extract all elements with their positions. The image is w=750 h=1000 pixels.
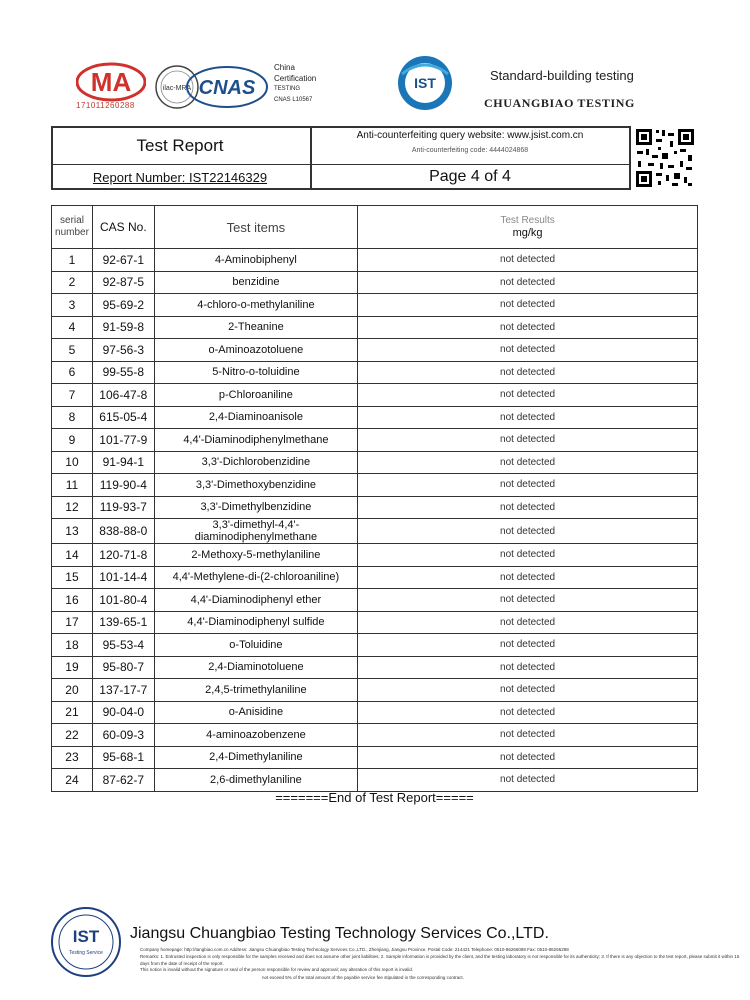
serial-cell: 5	[52, 339, 93, 362]
result-cell: not detected	[358, 294, 698, 317]
test-item-cell: 4,4'-Diaminodiphenylmethane	[154, 429, 357, 452]
cas-cell: 120-71-8	[92, 544, 154, 567]
table-row	[52, 589, 698, 612]
result-cell: not detected	[358, 544, 698, 567]
cma-text: MA	[90, 67, 132, 97]
footer-ist-seal-logo	[50, 906, 122, 978]
cnas-certification: Certification	[274, 74, 317, 83]
result-cell: not detected	[358, 451, 698, 474]
end-of-report: =======End of Test Report=====	[275, 790, 474, 805]
serial-cell: 2	[52, 271, 93, 294]
cas-cell: 91-59-8	[92, 316, 154, 339]
serial-cell: 12	[52, 496, 93, 519]
serial-cell: 11	[52, 474, 93, 497]
cas-cell: 90-04-0	[92, 701, 154, 724]
col-serial-header: serial number	[52, 206, 93, 249]
serial-cell: 17	[52, 611, 93, 634]
serial-cell: 6	[52, 361, 93, 384]
page-indicator: Page 4 of 4	[429, 168, 511, 185]
test-item-cell: 2,6-dimethylaniline	[154, 769, 357, 792]
cas-cell: 139-65-1	[92, 611, 154, 634]
test-item-cell: 3,3'-Dimethylbenzidine	[154, 496, 357, 519]
footer-remarks: Remarks: 1. Entrusted inspection is only responsible for the samples received and does not assume other joint liabilities; 2. Sample information is provided by the client, and the testing laboratory is not responsible for its authenticity; 3. If there is any objection to the test report, please submit it within 15 days from the date of receipt of the report.	[140, 954, 740, 966]
result-cell: not detected	[358, 611, 698, 634]
cas-cell: 119-90-4	[92, 474, 154, 497]
cas-cell: 838-88-0	[92, 519, 154, 544]
test-item-cell: 4-aminoazobenzene	[154, 724, 357, 747]
table-row	[52, 679, 698, 702]
serial-cell: 9	[52, 429, 93, 452]
serial-cell: 16	[52, 589, 93, 612]
table-row	[52, 429, 698, 452]
brand-line2: CHUANGBIAO TESTING	[484, 96, 635, 110]
result-cell: not detected	[358, 406, 698, 429]
test-item-cell: p-Chloroaniline	[154, 384, 357, 407]
footer-notice-2: not exceed 5% of the total amount of the payable service fee stipulated in the corresponding contract.	[262, 975, 464, 980]
serial-cell: 24	[52, 769, 93, 792]
result-cell: not detected	[358, 679, 698, 702]
footer-address-line: Company homepage: http://tangbiao.com.cn Address: Jiangsu Chuangbiao Testing Technology Services Co.,LTD., Zhenjiang, Jiangsu Province. Postal Code: 214421 Telephone: 0510-86266088 Fax: 0510-86266288	[140, 947, 569, 952]
test-item-cell: 5-Nitro-o-toluidine	[154, 361, 357, 384]
table-row	[52, 406, 698, 429]
result-cell: not detected	[358, 589, 698, 612]
cas-cell: 92-67-1	[92, 249, 154, 272]
ist-logo	[396, 54, 454, 112]
result-cell: not detected	[358, 566, 698, 589]
table-row	[52, 271, 698, 294]
serial-cell: 21	[52, 701, 93, 724]
cas-cell: 95-53-4	[92, 634, 154, 657]
serial-cell: 8	[52, 406, 93, 429]
table-row	[52, 294, 698, 317]
result-cell: not detected	[358, 316, 698, 339]
footer-notice: This notice is invalid without the signature or seal of the person responsible for review and approval; any alteration of this report is invalid.	[140, 967, 414, 972]
test-item-cell: 2,4-Dimethylaniline	[154, 746, 357, 769]
test-item-cell: 3,3'-Dimethoxybenzidine	[154, 474, 357, 497]
test-item-cell: o-Anisidine	[154, 701, 357, 724]
test-item-cell: 2,4,5-trimethylaniline	[154, 679, 357, 702]
cnas-text: CNAS	[198, 77, 256, 99]
cas-cell: 91-94-1	[92, 451, 154, 474]
cas-cell: 97-56-3	[92, 339, 154, 362]
ilac-text: ilac-MRA	[162, 85, 192, 92]
serial-cell: 22	[52, 724, 93, 747]
result-cell: not detected	[358, 249, 698, 272]
result-cell: not detected	[358, 474, 698, 497]
col-cas-header: CAS No.	[92, 206, 154, 249]
result-cell: not detected	[358, 634, 698, 657]
table-row	[52, 384, 698, 407]
test-item-cell: 4-chloro-o-methylaniline	[154, 294, 357, 317]
cas-cell: 95-69-2	[92, 294, 154, 317]
cas-cell: 119-93-7	[92, 496, 154, 519]
cas-cell: 95-80-7	[92, 656, 154, 679]
table-row	[52, 361, 698, 384]
cnas-caption	[274, 62, 316, 106]
table-row	[52, 769, 698, 792]
result-cell: not detected	[358, 519, 698, 544]
serial-cell: 15	[52, 566, 93, 589]
result-header-label: Test Results	[500, 215, 555, 226]
results-table	[51, 205, 698, 792]
cas-cell: 101-80-4	[92, 589, 154, 612]
cma-number: 171011260288	[76, 101, 135, 110]
brand-line1: Standard-building testing	[490, 68, 634, 83]
test-item-cell: 4-Aminobiphenyl	[154, 249, 357, 272]
result-cell: not detected	[358, 701, 698, 724]
test-item-cell: 3,3'-Dichlorobenzidine	[154, 451, 357, 474]
anti-counterfeit-code: Anti-counterfeiting code: 4444024868	[411, 147, 529, 154]
result-cell: not detected	[358, 769, 698, 792]
test-item-cell: 3,3'-dimethyl-4,4'-diaminodiphenylmethane	[154, 519, 357, 544]
table-row	[52, 316, 698, 339]
result-cell: not detected	[358, 271, 698, 294]
test-item-cell: benzidine	[154, 271, 357, 294]
table-row	[52, 656, 698, 679]
serial-cell: 7	[52, 384, 93, 407]
serial-cell: 20	[52, 679, 93, 702]
result-cell: not detected	[358, 746, 698, 769]
test-item-cell: 2-Methoxy-5-methylaniline	[154, 544, 357, 567]
table-header-row	[52, 206, 698, 249]
test-item-cell: 2,4-Diaminotoluene	[154, 656, 357, 679]
table-row	[52, 496, 698, 519]
serial-cell: 13	[52, 519, 93, 544]
cas-cell: 137-17-7	[92, 679, 154, 702]
table-row	[52, 451, 698, 474]
test-item-cell: o-Toluidine	[154, 634, 357, 657]
cnas-china: China	[274, 63, 295, 72]
footer-logo-sub: Testing Service	[69, 950, 103, 956]
serial-cell: 23	[52, 746, 93, 769]
ist-logo-text: IST	[414, 75, 436, 91]
result-cell: not detected	[358, 429, 698, 452]
test-item-cell: 4,4'-Methylene-di-(2-chloroaniline)	[154, 566, 357, 589]
cas-cell: 87-62-7	[92, 769, 154, 792]
serial-cell: 1	[52, 249, 93, 272]
serial-cell: 14	[52, 544, 93, 567]
qr-code-icon	[634, 127, 696, 189]
col-item-header: Test items	[154, 206, 357, 249]
col-result-header	[358, 206, 698, 249]
result-cell: not detected	[358, 361, 698, 384]
table-row	[52, 724, 698, 747]
serial-cell: 18	[52, 634, 93, 657]
footer-company-name: Jiangsu Chuangbiao Testing Technology Services Co.,LTD.	[130, 925, 549, 942]
table-row	[52, 339, 698, 362]
anti-counterfeit-website: Anti-counterfeiting query website: www.jsist.com.cn	[356, 130, 584, 141]
report-title: Test Report	[136, 136, 224, 155]
table-row	[52, 249, 698, 272]
serial-cell: 10	[52, 451, 93, 474]
table-row	[52, 519, 698, 544]
cas-cell: 106-47-8	[92, 384, 154, 407]
serial-cell: 3	[52, 294, 93, 317]
table-row	[52, 611, 698, 634]
result-cell: not detected	[358, 339, 698, 362]
cnas-testing: TESTING	[274, 86, 301, 92]
cas-cell: 101-77-9	[92, 429, 154, 452]
test-item-cell: 2,4-Diaminoanisole	[154, 406, 357, 429]
table-row	[52, 474, 698, 497]
result-cell: not detected	[358, 384, 698, 407]
cnas-logo	[184, 64, 270, 110]
cas-cell: 101-14-4	[92, 566, 154, 589]
test-item-cell: o-Aminoazotoluene	[154, 339, 357, 362]
table-row	[52, 701, 698, 724]
result-cell: not detected	[358, 656, 698, 679]
table-row	[52, 566, 698, 589]
table-row	[52, 746, 698, 769]
report-number: Report Number: IST22146329	[92, 170, 268, 185]
cas-cell: 92-87-5	[92, 271, 154, 294]
cas-cell: 615-05-4	[92, 406, 154, 429]
result-unit-label: mg/kg	[512, 227, 543, 239]
test-item-cell: 4,4'-Diaminodiphenyl ether	[154, 589, 357, 612]
cas-cell: 99-55-8	[92, 361, 154, 384]
test-item-cell: 4,4'-Diaminodiphenyl sulfide	[154, 611, 357, 634]
serial-cell: 19	[52, 656, 93, 679]
serial-cell: 4	[52, 316, 93, 339]
table-row	[52, 544, 698, 567]
table-row	[52, 634, 698, 657]
footer-logo-text: IST	[72, 927, 100, 946]
test-item-cell: 2-Theanine	[154, 316, 357, 339]
cas-cell: 95-68-1	[92, 746, 154, 769]
cas-cell: 60-09-3	[92, 724, 154, 747]
result-cell: not detected	[358, 724, 698, 747]
result-cell: not detected	[358, 496, 698, 519]
cnas-code: CNAS L10567	[274, 97, 313, 103]
footer-address	[140, 946, 748, 967]
